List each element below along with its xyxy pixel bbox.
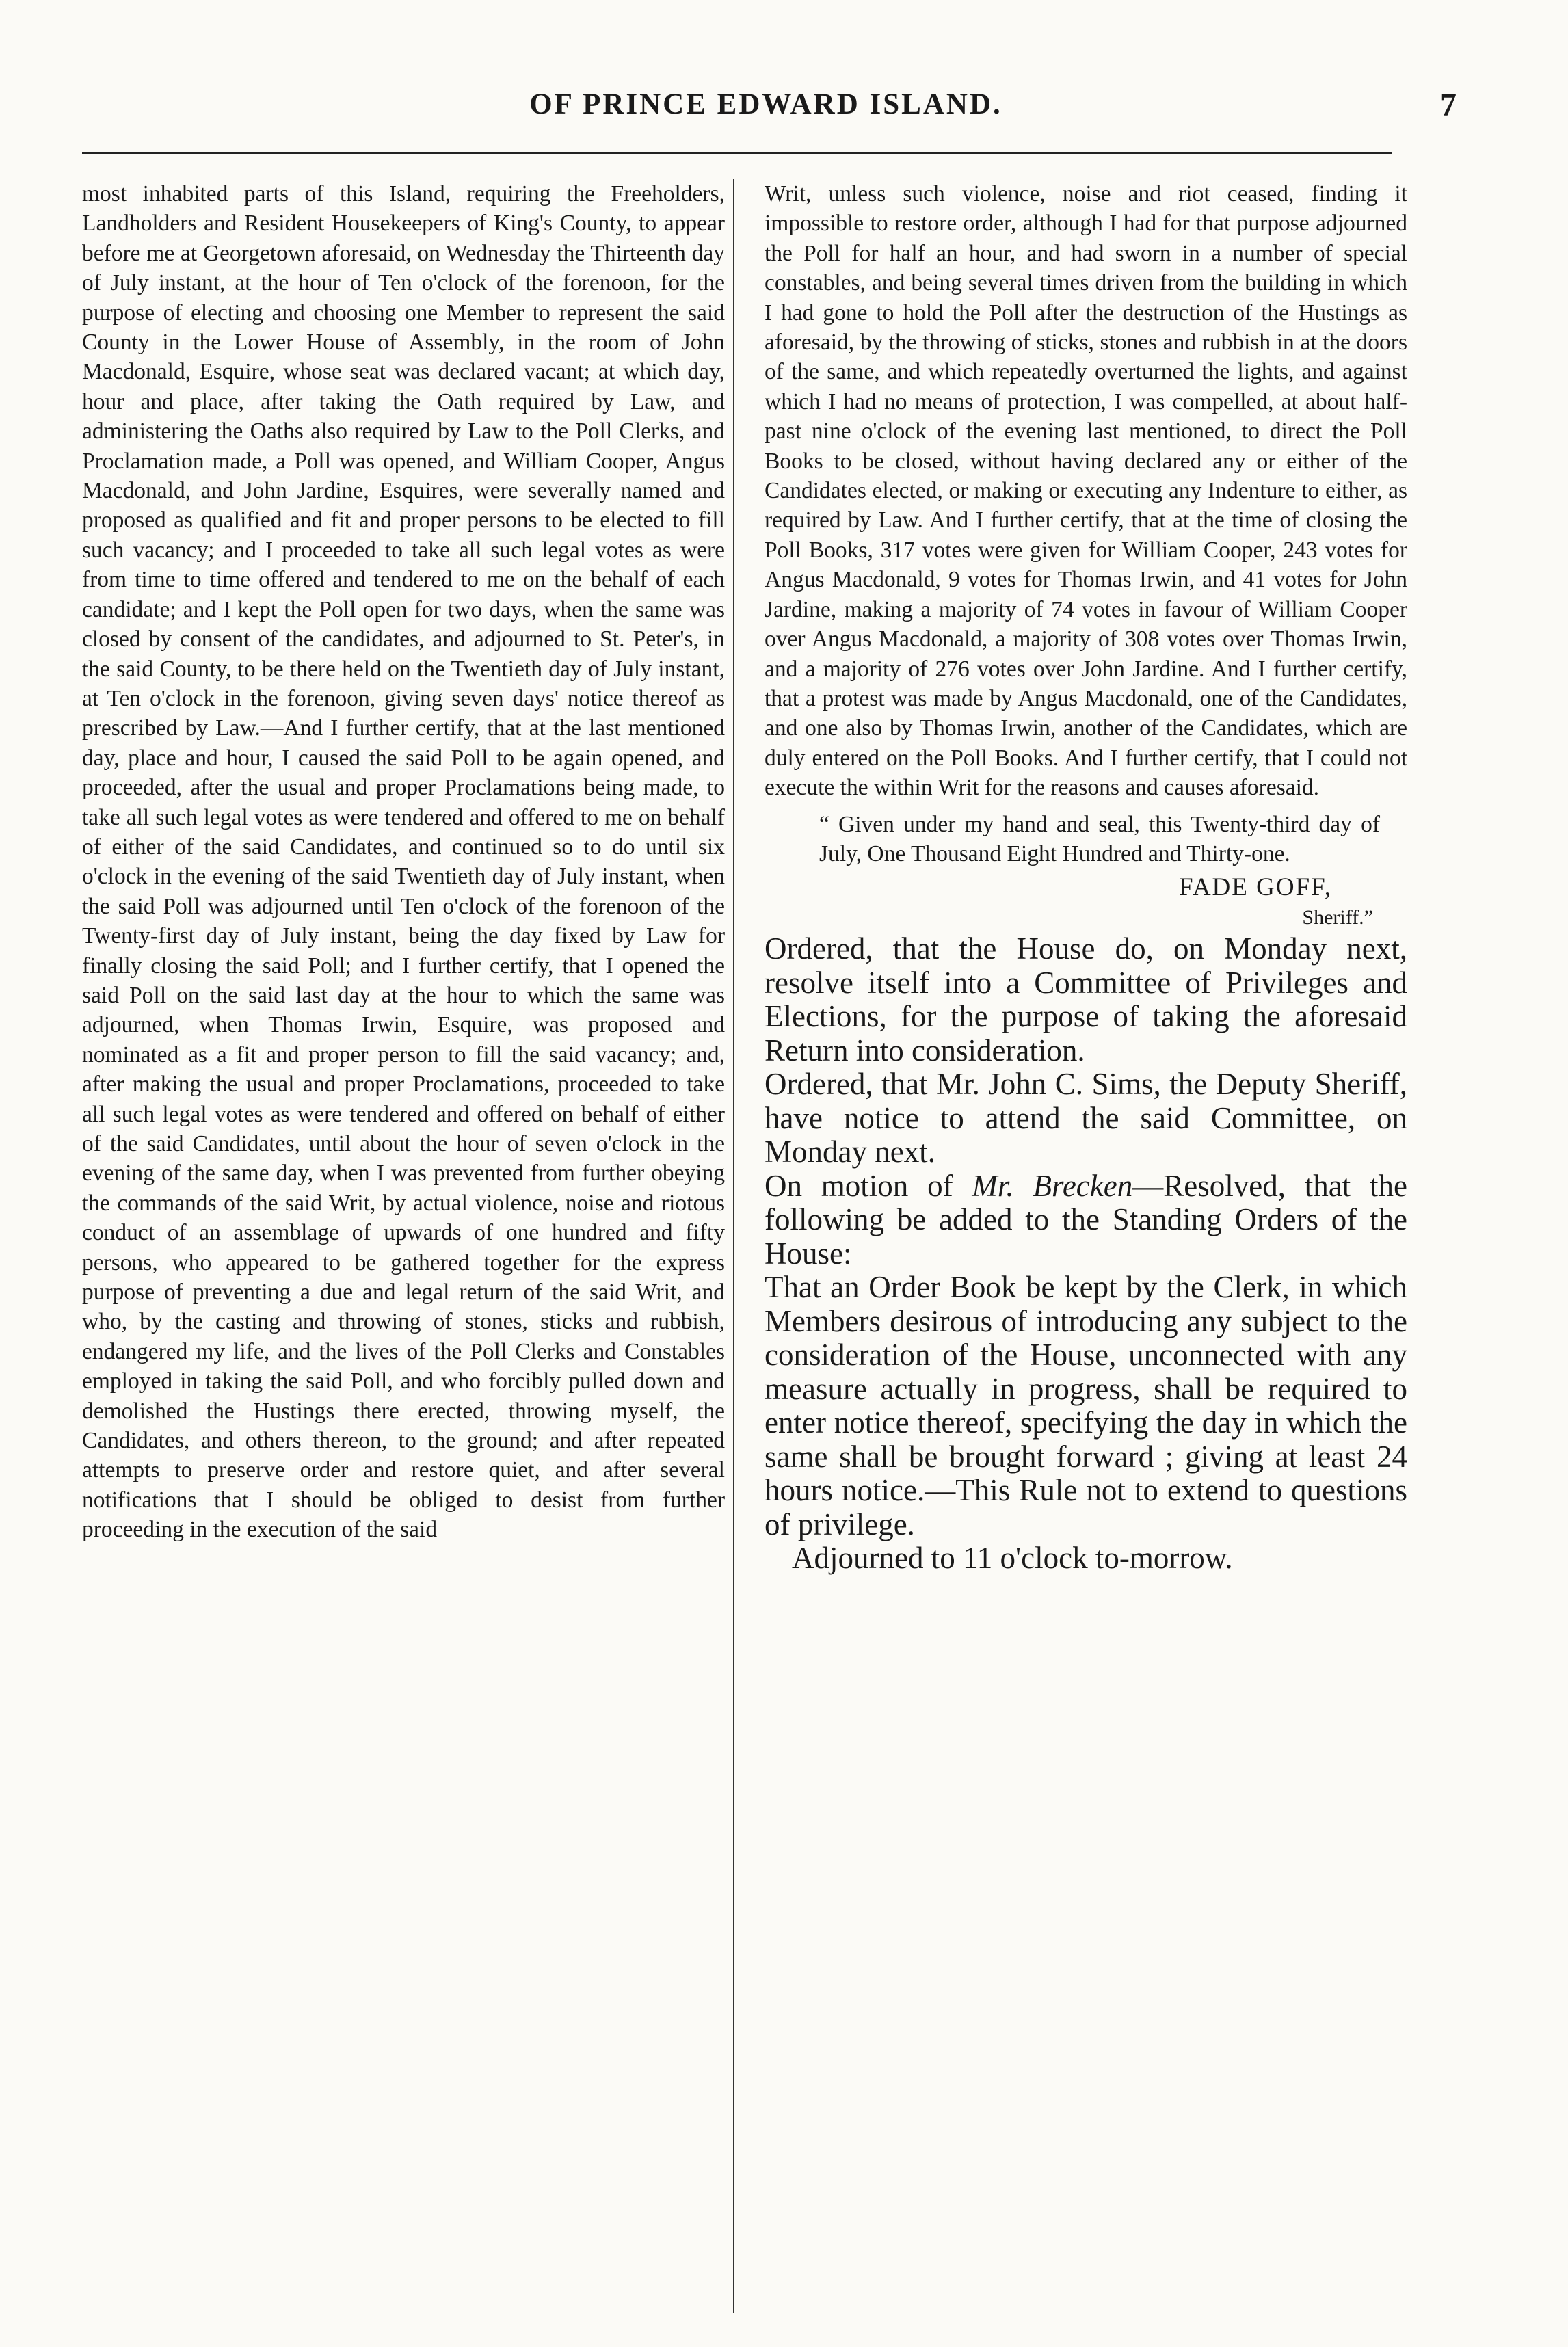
- adjournment-notice: Adjourned to 11 o'clock to-morrow.: [792, 1541, 1233, 1576]
- motion-mover: Mr. Brecken: [972, 1168, 1133, 1203]
- header-rule: [82, 152, 1392, 154]
- standing-order-text: That an Order Book be kept by the Clerk, in which Members desirous of introducing any subject to the consideration of the House, unconnected with any measure actually in progress, shall be required to enter notice thereof, specifying the day in which the same shall be brought forward ; giving at least 24 hours notice.—This Rule not to extend to questions of privilege.: [765, 1270, 1407, 1541]
- motion-suffix: —Resolved, that the following be added to the Standing Orders of the House:: [765, 1168, 1408, 1271]
- left-column-text: most inhabited parts of this Island, requiring the Freeholders, Landholders and Resident Housekeepers of King's County, to appear before me at Georgetown aforesaid, on Wednesday the Thirteenth day of July instant, at the hour of Ten o'clock of the forenoon, for the purpose of electing and choosing one Member to represent the said County in the Lower House of Assembly, in the room of John Macdonald, Esquire, whose seat was declared vacant; at which day, hour and place, after taking the Oath required by Law, and administering the Oaths also required by Law to the Poll Clerks, and Proclamation made, a Poll was opened, and William Cooper, Angus Macdonald, and John Jardine, Esquires, were severally named and proposed as qualified and fit and proper persons to be elected to fill such vacancy; and I proceeded to take all such legal votes as were from time to time offered and tendered to me on the behalf of each candidate; and I kept the Poll open for two days, when the same was closed by consent of the candidates, and adjourned to St. Peter's, in the said County, to be there held on the Twentieth day of July instant, at Ten o'clock in the forenoon, giving seven days' notice thereof as prescribed by Law.—And I further certify, that at the last mentioned day, place and hour, I caused the said Poll to be again opened, and proceeded, after the usual and proper Proclamations being made, to take all such legal votes as were tendered and offered to me on behalf of either of the said Candidates, and continued so to do until six o'clock in the evening of the said Twentieth day of July instant, when the said Poll was adjourned until Ten o'clock of the forenoon of the Twenty-first day of July instant, being the day fixed by Law for finally closing the said Poll; and I further certify, that I opened the said Poll on the said last day at the hour to which the same was adjourned, when Thomas Irwin, Esquire, was proposed and nominated as a fit and proper person to fill the said vacancy; and, after making the usual and proper Proclamations, proceeded to take all such legal votes as were tendered and offered on behalf of either of the said Candidates, until about the hour of seven o'clock in the evening of the same day, when I was prevented from further obeying the commands of the said Writ, by actual violence, noise and riotous conduct of an assemblage of upwards of one hundred and fifty persons, who appeared to be gathered together for the express purpose of preventing a due and legal return of the said Writ, and who, by the casting and throwing of stones, sticks and rubbish, endangered my life, and the lives of the Poll Clerks and Constables employed in taking the said Poll, and who forcibly pulled down and demolished the Hustings there erected, throwing myself, the Candidates, and others thereon, to the ground; and after repeated attempts to preserve order and restore quiet, and after several notifications that I should be obliged to desist from further proceeding in the execution of the said: [82, 181, 725, 1543]
- signature-title: Sheriff.”: [1302, 905, 1373, 929]
- column-divider: [733, 179, 734, 2313]
- given-under-hand: “ Given under my hand and seal, this Twenty-third day of July, One Thousand Eight Hundred and Thirty-one.: [819, 811, 1380, 866]
- right-column: [765, 179, 1407, 1576]
- order-committee: Ordered, that the House do, on Monday next, resolve itself into a Committee of Privileges and Elections, for the purpose of taking the aforesaid Return into consideration.: [765, 931, 1407, 1068]
- running-title: OF PRINCE EDWARD ISLAND.: [529, 88, 1002, 120]
- motion-resolved: [765, 1169, 1407, 1271]
- return-text-continued: Writ, unless such violence, noise and riot ceased, finding it impossible to restore order, although I had for that purpose adjourned the Poll for half an hour, and had sworn in a number of special constables, and being several times driven from the building in which I had gone to hold the Poll after the destruction of the Hustings as aforesaid, by the throwing of sticks, stones and rubbish in at the doors of the same, and which repeatedly overturned the lights, and against which I had no means of protection, I was compelled, at about half-past nine o'clock of the evening last mentioned, to direct the Poll Books to be closed, without having declared any or either of the Candidates elected, or making or executing any Indenture to either, as required by Law. And I further certify, that at the time of closing the Poll Books, 317 votes were given for William Cooper, 243 votes for Angus Macdonald, 9 votes for Thomas Irwin, and 41 votes for John Jardine, making a majority of 74 votes in favour of William Cooper over Angus Macdonald, a majority of 308 votes over Thomas Irwin, and a majority of 276 votes over John Jardine. And I further certify, that a protest was made by Angus Macdonald, one of the Candidates, and one also by Thomas Irwin, another of the Candidates, which are duly entered on the Poll Books. And I further certify, that I could not execute the within Writ for the reasons and causes aforesaid.: [765, 181, 1407, 801]
- motion-prefix: On motion of: [765, 1168, 953, 1203]
- page-number: 7: [1440, 87, 1457, 123]
- page-header: [82, 81, 1457, 135]
- order-deputy-sheriff: Ordered, that Mr. John C. Sims, the Deputy Sheriff, have notice to attend the said Committee, on Monday next.: [765, 1067, 1407, 1169]
- left-column: [82, 179, 725, 1545]
- signature-name: FADE GOFF,: [1178, 873, 1332, 902]
